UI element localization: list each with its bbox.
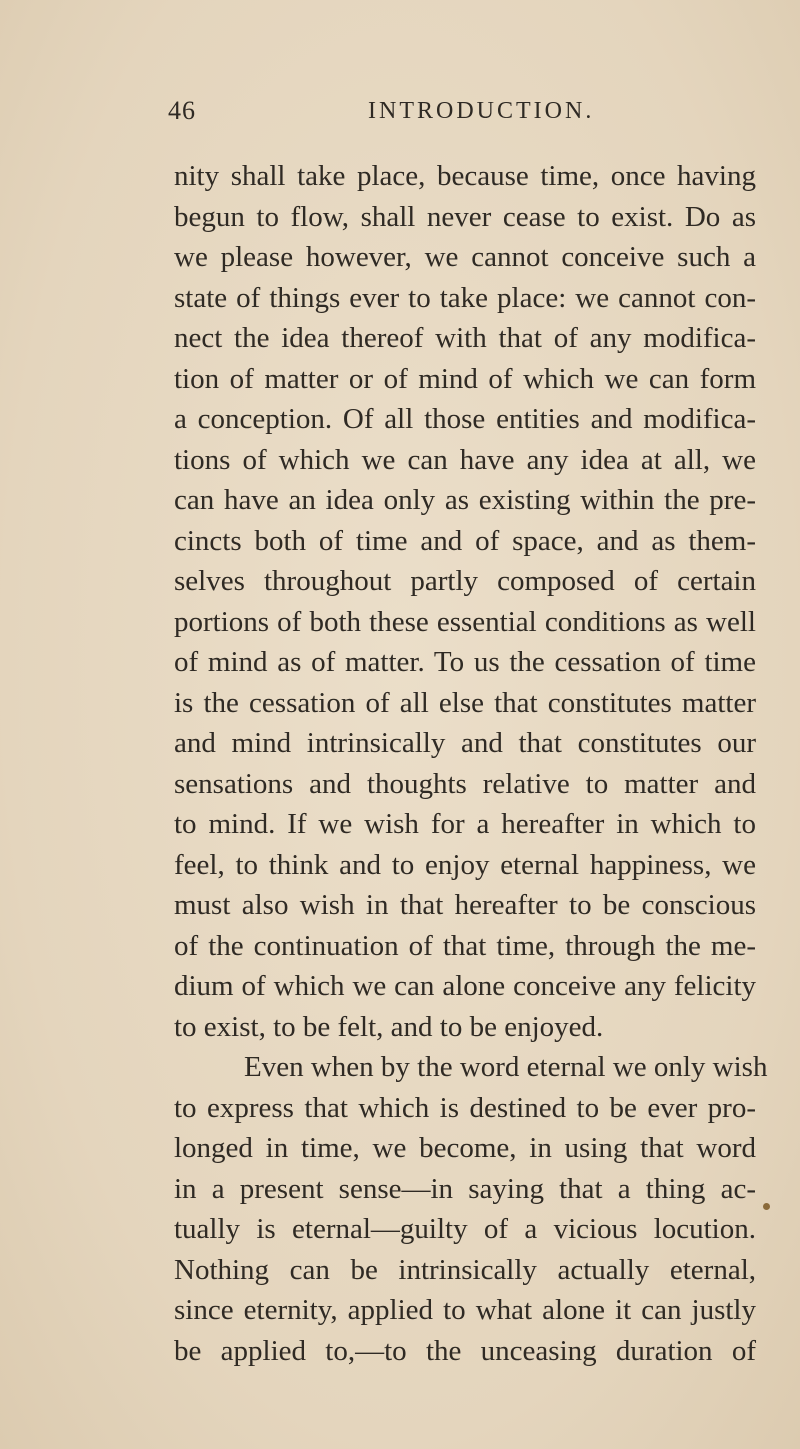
text-line: and mind intrinsically and that constitutes our (174, 727, 756, 759)
text-line: is the cessation of all else that constitutes matter (174, 686, 756, 719)
text-line: a conception. Of all those entities and modifica- (174, 403, 756, 435)
text-line: feel, to think and to enjoy eternal happiness, we (174, 848, 756, 881)
text-line: cincts both of time and of space, and as them- (174, 524, 756, 557)
page-number: 46 (168, 96, 196, 125)
text-line: tion of matter or of mind of which we can form (174, 362, 756, 395)
text-line: of mind as of matter. To us the cessation of time (174, 646, 756, 678)
page-header (168, 96, 768, 136)
text-line: begun to flow, shall never cease to exist. Do as (174, 200, 756, 233)
text-line: portions of both these essential conditions as well (174, 605, 756, 638)
text-line: Nothing can be intrinsically actually eternal, (174, 1253, 756, 1286)
body-text (174, 156, 768, 1371)
text-line: to mind. If we wish for a hereafter in which to (174, 808, 756, 840)
text-line: be applied to,—to the unceasing duration of (174, 1334, 756, 1367)
text-line: dium of which we can alone conceive any felicity (174, 970, 756, 1002)
text-line: sensations and thoughts relative to matter and (174, 767, 756, 800)
text-line: in a present sense—in saying that a thing ac- (174, 1172, 756, 1205)
text-line: since eternity, applied to what alone it can justly (174, 1294, 756, 1326)
paragraph-end-line: to exist, to be felt, and to be enjoyed. (174, 1010, 604, 1043)
text-line: nect the idea thereof with that of any modifica- (174, 322, 756, 354)
text-line: tions of which we can have any idea at all, we (174, 443, 756, 476)
text-line: tually is eternal—guilty of a vicious locution. (174, 1213, 756, 1245)
text-line: state of things ever to take place: we cannot con- (174, 281, 756, 314)
text-line: selves throughout partly composed of certain (174, 565, 756, 597)
text-line: of the continuation of that time, through the me- (174, 929, 756, 962)
text-line: we please however, we cannot conceive such a (174, 241, 756, 273)
text-line: must also wish in that hereafter to be conscious (174, 889, 756, 921)
paper-stain-mark (763, 1203, 770, 1210)
running-head: INTRODUCTION. (368, 98, 595, 124)
text-line: to express that which is destined to be ever pro- (174, 1091, 756, 1124)
text-line: can have an idea only as existing within the pre- (174, 484, 756, 516)
text-line: longed in time, we become, in using that word (174, 1132, 756, 1164)
paragraph-start-line: Even when by the word eternal we only wish (244, 1051, 768, 1083)
text-line: nity shall take place, because time, once having (174, 160, 756, 192)
